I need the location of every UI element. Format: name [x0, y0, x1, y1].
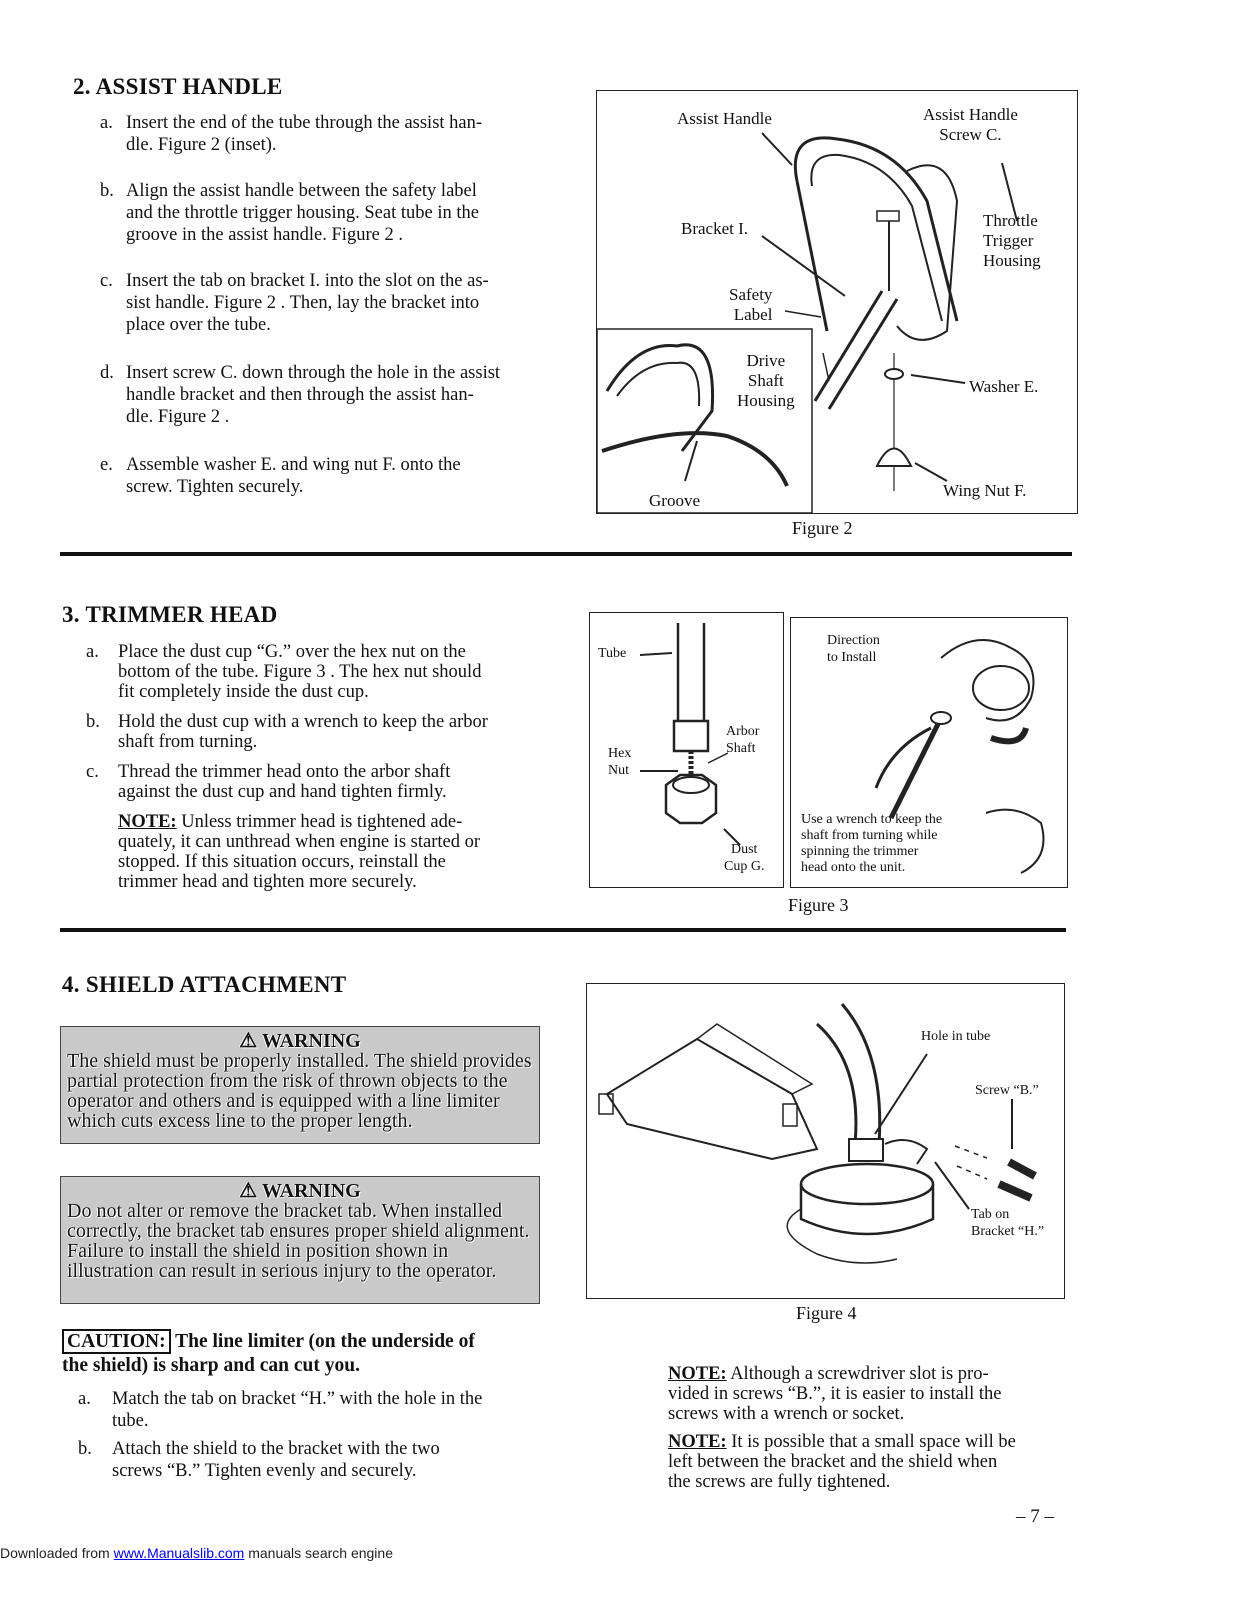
sec3-step-c: c. Thread the trimmer head onto the arbor shaft against the dust cup and hand tighten firmly. [86, 762, 451, 802]
sec4-step-a: a. Match the tab on bracket “H.” with the hole in the tube. [78, 1389, 483, 1431]
label-assist-handle-screw: Assist Handle Screw C. [923, 105, 1018, 144]
figure-4-illustration [587, 984, 1064, 1298]
label-wrench-instructions: Use a wrench to keep the shaft from turning while spinning the trimmer head onto the unit. [801, 812, 943, 875]
footer: Downloaded from www.Manualslib.com manuals search engine [0, 1545, 393, 1561]
sec2-step-d: d. Insert screw C. down through the hole in the assist handle bracket and then through the assist han- dle. Figure 2 . [100, 363, 501, 427]
warning-box-1: ⚠ WARNING The shield must be properly installed. The shield provides partial protection from the risk of thrown objects to the operator and others and is equipped with a line limiter which cuts excess line to the proper length. [60, 1026, 540, 1144]
figure-2-caption: Figure 2 [792, 518, 853, 538]
label-safety-label: Safety Label [729, 285, 773, 324]
label-washer-e: Washer E. [969, 377, 1039, 396]
sec3-step-a: a. Place the dust cup “G.” over the hex nut on the bottom of the tube. Figure 3 . The hex nut should fit completely inside the dust cup. [86, 642, 482, 702]
sec4-note-2: NOTE: It is possible that a small space will be left between the bracket and the shield when the screws are fully tightened. [668, 1432, 1016, 1492]
warning-box-2: ⚠ WARNING Do not alter or remove the bracket tab. When installed correctly, the bracket tab ensures proper shield alignment. Failure to install the shield in position shown in illustration can result in serious injury to the operator. [60, 1176, 540, 1304]
label-screw-b: Screw “B.” [975, 1083, 1039, 1098]
label-wing-nut-f: Wing Nut F. [943, 481, 1027, 500]
section-4-title: 4. SHIELD ATTACHMENT [62, 972, 347, 997]
manualslib-link[interactable]: www.Manualslib.com [113, 1545, 245, 1561]
sec2-step-a: a. Insert the end of the tube through the assist han- dle. Figure 2 (inset). [100, 113, 483, 155]
figure-4 [586, 983, 1065, 1299]
label-assist-handle: Assist Handle [677, 109, 772, 128]
figure-3-left [589, 612, 784, 888]
label-direction-to-install: Direction to Install [827, 633, 880, 665]
caution-label: CAUTION: [62, 1329, 171, 1354]
label-dust-cup: Dust Cup G. [724, 842, 765, 874]
figure-3-caption: Figure 3 [788, 895, 849, 915]
section-2-title: 2. ASSIST HANDLE [73, 74, 283, 99]
section-3-title: 3. TRIMMER HEAD [62, 602, 278, 627]
sec2-step-b: b. Align the assist handle between the safety label and the throttle trigger housing. Seat tube in the groove in the assist handle. Figure 2 . [100, 181, 479, 245]
sec3-note: NOTE: Unless trimmer head is tightened ade- quately, it can unthread when engine is started or stopped. If this situation occurs, reinstall the trimmer head and tighten more securely. [118, 812, 480, 892]
divider-2 [60, 928, 1066, 932]
label-hole-in-tube: Hole in tube [921, 1029, 991, 1044]
figure-2 [596, 90, 1078, 514]
label-bracket-i: Bracket I. [681, 219, 749, 238]
page-number: – 7 – [1016, 1506, 1054, 1527]
sec2-step-c: c. Insert the tab on bracket I. into the slot on the as- sist handle. Figure 2 . Then, lay the bracket into place over the tube. [100, 271, 489, 335]
divider-1 [60, 552, 1072, 556]
figure-4-caption: Figure 4 [796, 1303, 857, 1323]
label-hex-nut: Hex Nut [608, 746, 632, 778]
caution-statement: CAUTION: The line limiter (on the underside of the shield) is sharp and can cut you. [62, 1331, 475, 1376]
label-drive-shaft-housing: Drive Shaft Housing [737, 351, 795, 410]
figure-2-illustration [597, 91, 1077, 513]
sec3-step-b: b. Hold the dust cup with a wrench to keep the arbor shaft from turning. [86, 712, 488, 752]
label-tube: Tube [598, 646, 627, 661]
label-groove: Groove [649, 491, 700, 510]
sec4-note-1: NOTE: Although a screwdriver slot is pro- vided in screws “B.”, it is easier to install the screws with a wrench or socket. [668, 1364, 1002, 1424]
figure-3-right [790, 617, 1068, 888]
label-throttle-housing: Throttle Trigger Housing [983, 211, 1041, 270]
sec4-step-b: b. Attach the shield to the bracket with the two screws “B.” Tighten evenly and securely. [78, 1439, 440, 1481]
label-arbor-shaft: Arbor Shaft [726, 724, 760, 756]
label-tab-on-bracket-h: Tab on Bracket “H.” [971, 1207, 1045, 1239]
sec2-step-e: e. Assemble washer E. and wing nut F. onto the screw. Tighten securely. [100, 455, 461, 497]
